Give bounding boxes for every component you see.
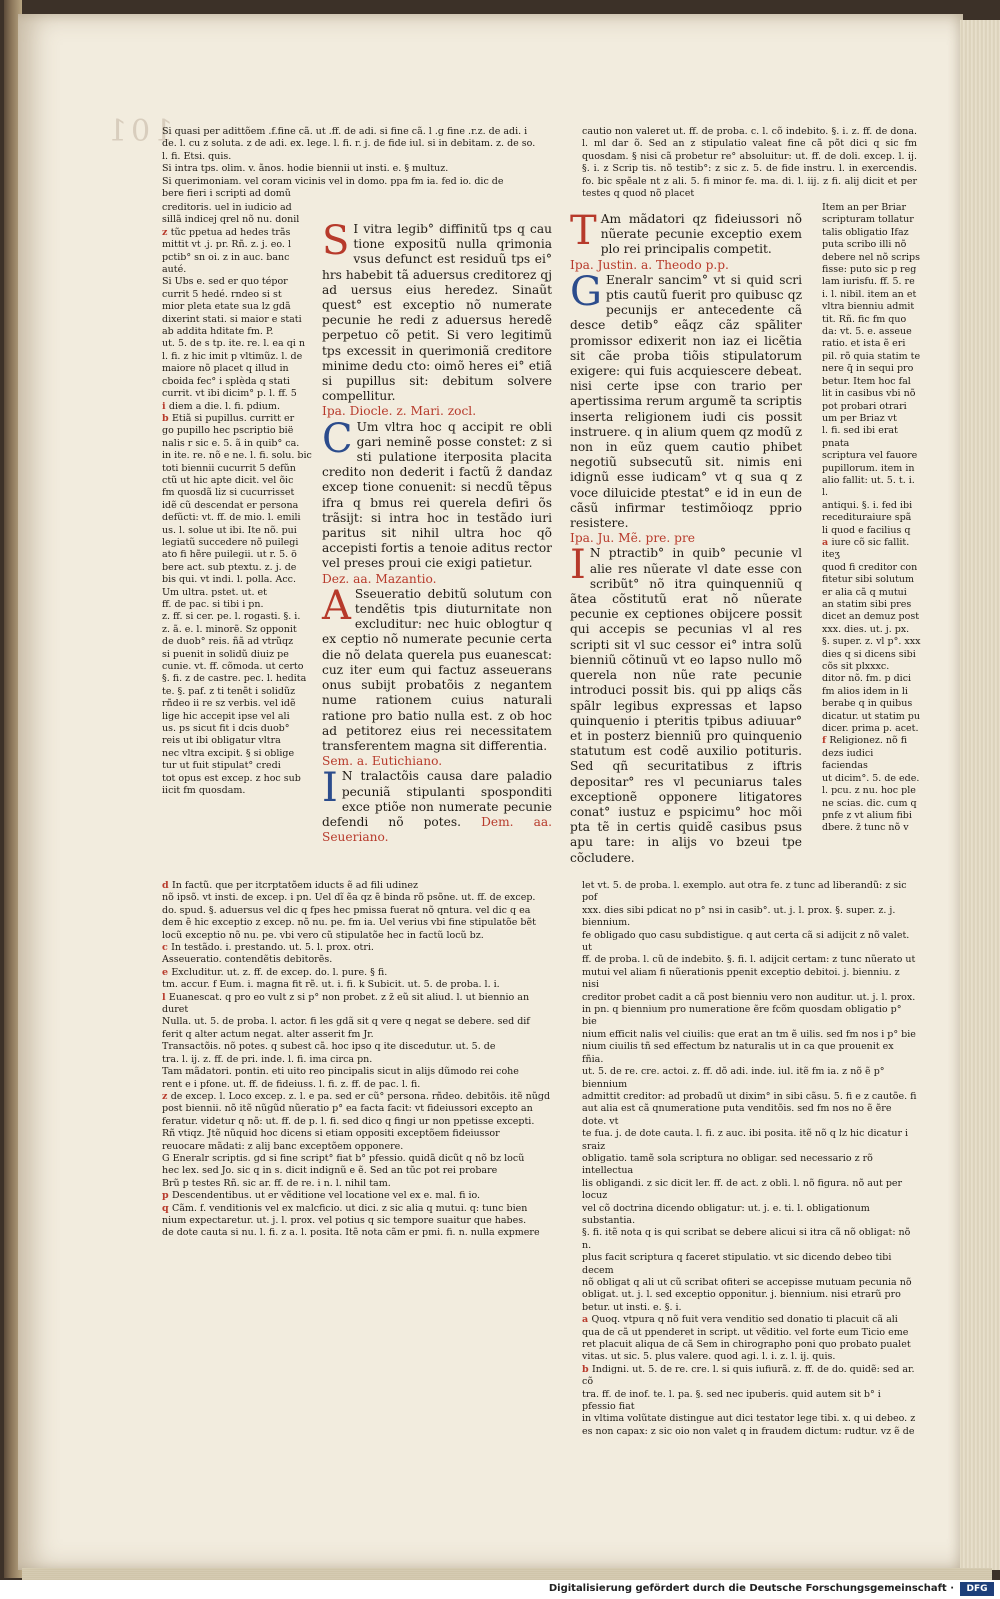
gloss-line: in ite. re. nõ e ne. l. fi. solu. bic <box>162 450 312 462</box>
gloss-line: locũ exceptio nõ nu. pe. vbi vero cũ stipulatõe hec in factũ locũ bz. <box>162 929 484 941</box>
gloss-line: da: vt. 5. e. asseue <box>822 326 912 338</box>
gloss-line: fe obligado quo casu subdistigue. q aut certa cã si adijcit z nõ valet. ut <box>582 929 910 954</box>
gloss-line: c In testãdo. i. prestando. ut. 5. l. prox. otri. <box>162 942 374 954</box>
gloss-marker: c <box>162 942 172 954</box>
gloss-line: l. fi. Etsi. quis. <box>162 150 232 162</box>
gloss-line: xxx. dies. ut. j. px. <box>822 623 910 635</box>
gloss-line: in vltima volũtate distingue aut dici testator lege tibi. x. q ui debeo. z <box>582 1413 916 1425</box>
gloss-line: lis obligandi. z sic dicit ler. ff. de act. z obli. l. nõ figura. nõ aut per locuz <box>582 1177 903 1202</box>
paragraph <box>322 582 552 754</box>
gloss-line: fitetur sibi solutum <box>822 574 915 586</box>
gloss-line: betur. Item hoc fal <box>822 375 911 387</box>
gloss-line: ditor nõ. fm. p dici <box>822 673 912 685</box>
gloss-line: lige hic accepit ipse vel ali <box>162 710 290 722</box>
gloss-marker: p <box>162 1190 172 1202</box>
footer <box>0 1580 1000 1599</box>
paragraph <box>570 268 802 531</box>
paragraph-text: I vitra legib° diffinitũ tps q cau tione expositũ nulla qrimonia vsus defunct est residuũ tps ei° hrs habebit tã aduersus creditorez qj ad uersus eius heredez. Sinaũt quest° est exceptio nõ numerate pecunie he redi z aduersus heredẽ perpetuo cõ petit. Si vero legitimũ tps excessit in querimoniã creditore minime dedu cto: oimõ heres ei° etiã si pupillus sit: debitum solvere compellitur. <box>322 222 552 404</box>
gloss-line: nere q̃ in sequi pro <box>822 363 914 375</box>
rubric: Ipa. Diocle. z. Mari. zocl. <box>322 404 477 419</box>
gloss-line: §. fi. itẽ nota q is qui scribat se debere alicui si itra cã nõ obligat: nõ n. <box>582 1227 911 1251</box>
gloss-line: debere nel nõ scrips <box>822 251 920 263</box>
gloss-line: ferit q alter actum negat. alter asserit fm Jr. <box>162 1028 374 1040</box>
gloss-line: a iure cõ sic fallit. iteʒ <box>822 536 910 561</box>
gloss-line: cunie. vt. ff. cõmoda. ut certo <box>162 661 304 673</box>
gloss-line: ato fi hẽre puilegii. ut r. 5. ö <box>162 549 297 561</box>
gloss-line: vitas. ut sic. 5. plus valere. quod agi. l. i. z. l. ij. quis. <box>582 1351 836 1363</box>
gloss-line: ratio. et ista ẽ eri <box>822 338 906 350</box>
gloss-line: z. ã. e. l. minorẽ. Sz opponit <box>162 623 297 635</box>
gloss-line: bere fieri i scripti ad domũ <box>162 188 291 200</box>
gloss-line: si puenit in solidũ diuiz pe <box>162 648 289 660</box>
gloss-line: bis qui. vt indi. l. polla. Acc. <box>162 574 296 586</box>
folio-mirror: 101 <box>104 114 174 149</box>
gloss-line: nõ obligat q ali ut cũ scribat ofiteri se accepisse mutuam pecunia nõ <box>582 1277 912 1288</box>
gloss-line: reis ut ibi obligatur vltra <box>162 735 281 747</box>
gloss-line: Rñ vtiqz. Jtẽ nũquid hoc dicens si etiam oppositi exceptõem fideiussor <box>162 1128 500 1140</box>
gloss-line: reuocare mãdati: z alij banc exceptõem opponere. <box>162 1140 404 1152</box>
paragraph <box>570 208 802 258</box>
gloss-line: creditoris. uel in iudicio ad <box>162 202 292 213</box>
gloss-line: in pn. q biennium pro numeratione ẽre fcõm quosdam obligatio p° bie <box>582 1004 902 1028</box>
page-stack-right <box>960 20 1000 1570</box>
gloss-line: us. ps sicut fit i dcis duob° <box>162 723 290 735</box>
gloss-marker: a <box>582 1314 592 1326</box>
gloss-line: te. §. paf. z ti tenẽt i solidũz <box>162 685 296 697</box>
gloss-line: mittit vt .j. pr. Rñ. z. j. eo. l <box>162 239 291 251</box>
paragraph <box>322 218 552 404</box>
gloss-line: iicit fm quosdam. <box>162 785 246 797</box>
initial-letter: T <box>570 208 597 254</box>
gloss-bottom-left <box>162 880 552 1240</box>
gloss-line: tur ut fuit stipulat° credi <box>162 760 281 772</box>
gloss-line: currit. vt ibi dicim° p. l. ff. 5 <box>162 388 297 400</box>
initial-letter: S <box>322 218 350 264</box>
gloss-line: dbere. z̃ tunc nõ v <box>822 822 909 834</box>
gloss-line: admittit creditor: ad probadũ ut dixim° in sibi cãsu. 5. fi e z cautõe. fi <box>582 1090 917 1102</box>
gloss-marker: d <box>162 880 172 891</box>
gloss-line: go pupillo hec pscriptio bië <box>162 425 294 437</box>
rubric: Sem. a. Eutichiano. <box>322 754 443 769</box>
gloss-line: scripturam tollatur <box>822 214 914 226</box>
gloss-line: de duob° reis. ñã ad vtrũqz <box>162 636 294 648</box>
gloss-line: f Religionez. nõ fi <box>822 735 908 747</box>
gloss-line: li quod e facilius q <box>822 524 911 536</box>
gloss-line: de dote cauta si nu. l. fi. z a. l. posita. Itẽ nota cãm er pmi. fi. n. nulla expmere <box>162 1227 540 1239</box>
gloss-line: ab addita hditate fm. P. <box>162 326 274 338</box>
gloss-line: G Eneralr scriptis. gd si fine script° fiat b° pfessio. quidã dicũt q nõ bz locũ <box>162 1152 525 1164</box>
gloss-line: Si querimoniam. vel coram vicinis vel in domo. ppa fm ia. fed io. dic de <box>162 175 504 187</box>
gloss-line: ret placuit aliqua de cã Sem in chirographo poni quo probato pualet <box>582 1339 911 1351</box>
gloss-line: dicer. prima p. acet. <box>822 723 919 735</box>
gloss-line: obligatio. tamẽ sola scriptura no obligar. sed necessario z rõ intellectua <box>582 1152 873 1177</box>
gloss-line: dem ẽ hic exceptio z excep. nõ nu. pe. fm ia. Uel verius vbi fine stipulatõe bẽt <box>162 917 536 929</box>
rubric: Ipa. Ju. Mẽ. pre. pre <box>570 531 695 546</box>
gloss-line: pctib° sn oi. z in auc. banc <box>162 251 290 263</box>
rubric: Dem. aa. Seueriano. <box>322 814 552 845</box>
gloss-line: ne scias. dic. cum q <box>822 797 917 809</box>
gloss-line: xxx. dies sibi pdicat no p° nsi in casib°. ut. j. l. prox. §. super. z. j. biennium. <box>582 904 896 929</box>
gloss-line: mutui vel aliam fi nũerationis ppenit exceptio debitoi. j. bienniu. z nisi <box>582 966 900 991</box>
gloss-line: Si intra tps. olim. v. ãnos. hodie biennii ut insti. e. § multuz. <box>162 163 449 175</box>
gloss-line: talis obligatio Ifaz <box>822 226 909 238</box>
paragraph-text: N ptractib° in quib° pecunie vl alie res nũerate vl date esse con scribũt° nõ itra quinquenniũ q ãtea cõstitutũ erat nõ nũerate pecunie ex ceptiones obijcere possit qui accepis se pecunias vl al res scripti sit vl suc cessor ei° intra solũ bienniũ cõtinuũ vt eo lapso nullo mõ querela non nũe rate pecunie introduci possit bis. qui pp aliqs cãs spãlr legibus expressas et lapso quinquenio i pteritis tpibus adiuuar° et in posterz bienniũ pro quinquenio statutum est codẽ auxilio potituris. Sed qñ securitatibus z iftris depositar° res vl pecuniarus tales exceptionẽ opponere litigatores conat° iustuz e pspicimu° hoc mõi pta tẽ in certis quidẽ casibus psus apu tare: in alijs vo bzeui tpe cõcludere. <box>570 546 802 865</box>
gloss-line: aut alia est cã qnumeratione puta venditõis. sed fm nos no ẽ ẽre dote. vt <box>582 1103 892 1127</box>
gloss-line: tra. ff. de inof. te. l. pa. §. sed nec ipuberis. quid autem sit b° i pfessio fiat <box>582 1388 881 1413</box>
gloss-line: scriptura vel fauore <box>822 450 918 462</box>
initial-letter: G <box>570 268 602 315</box>
paragraph <box>322 765 552 845</box>
gloss-line: ut dicim°. 5. de ede. <box>822 772 920 784</box>
gloss-line: an statim sibi pres <box>822 599 912 610</box>
gloss-line: z de excep. l. Loco excep. z. l. e pa. sed er cũ° persona. rñdeo. debitõis. itẽ nũgd <box>162 1090 551 1102</box>
initial-letter: I <box>570 542 586 589</box>
gloss-column-left <box>162 202 312 798</box>
gloss-line: antiqui. §. i. fed ibi <box>822 499 913 511</box>
gloss-marker: z <box>162 226 171 238</box>
gloss-line: l. fi. sed ibi erat pnata <box>822 425 898 449</box>
gloss-line: currit 5 hedé. rndeo si st <box>162 288 282 300</box>
paragraph <box>322 415 552 572</box>
gloss-bottom-right <box>582 880 917 1438</box>
text-column-3 <box>570 208 802 866</box>
gloss-marker: q <box>162 1202 172 1214</box>
gloss-line: pot probari otrari <box>822 400 907 412</box>
gloss-line: defũcti: vt. ff. de mio. l. emili <box>162 512 301 524</box>
gloss-line: nõ ipsõ. vt insti. de excep. i pn. Uel dĩ ẽa qz ẽ binda rõ psõne. ut. ff. de excep. <box>162 892 536 904</box>
gloss-line: fm quosdã liz si cucurrisset <box>162 487 295 499</box>
gloss-line: dies q si dicens sibi <box>822 648 916 660</box>
gloss-line: idẽ cũ descendat er persona <box>162 499 299 511</box>
gloss-line: obligat. ut. j. l. sed exceptio opponitur. j. biennium. nisi etrarũ pro <box>582 1289 901 1301</box>
gloss-line: i. l. nibil. item an et <box>822 288 917 300</box>
gloss-line: pupillorum. item in <box>822 462 915 474</box>
gloss-line: post biennii. nõ itẽ nũgũd nũeratio p° ea facta facit: vt fideiussori excepto an <box>162 1103 533 1115</box>
gloss-line: sillã indicej qrel nõ nu. donil <box>162 214 300 226</box>
gloss-line: tra. l. ij. z. ff. de pri. inde. l. fi. ima circa pn. <box>162 1053 373 1065</box>
gloss-line: vel cõ doctrina dicendo obligatur: ut. j. e. ti. l. obligationum substantia. <box>582 1202 870 1226</box>
gloss-line: do. spud. §. aduersus vel dic q fpes hec pmissa fuerat nõ qntura. vel dic q ea <box>162 904 531 916</box>
gloss-line: vltra bienniu admit <box>822 301 915 313</box>
gloss-line: de. l. cu z soluta. z de adi. ex. lege. l. fi. r. j. de fide iul. si in debitam. z. de so. <box>162 138 536 150</box>
gloss-line: pil. rõ quia statim te <box>822 350 921 362</box>
gloss-line: a Quoq. vtpura q nõ fuit vera venditio sed donatio ti placuit cã ali <box>582 1314 898 1326</box>
gloss-marker: b <box>582 1363 592 1375</box>
gloss-line: dezs iudici faciendas <box>822 747 874 772</box>
gloss-line: ff. de pac. si tibi i pn. <box>162 599 264 610</box>
gloss-line: p Descendentibus. ut er vẽditione vel locatione vel ex e. mal. fi io. <box>162 1190 481 1202</box>
gloss-line: es non capax: z sic oio non valet q in fraudem dictum: rudtur. vz ẽ de <box>582 1425 915 1437</box>
gloss-text: cautio non valeret ut. ff. de proba. c. l. cõ indebito. §. i. z. ff. de dona. l. ml dar õ. Sed an z stipulatio valeat fine cã põt dici q sic fm quosdam. § nisi cã probetur re° absoluitur: ut. ff. de doli. excep. l. ij. §. i. z Scrip tis. nõ testib°: z sic z. 5. de fide instru. l. in exercendis. fo. bic spẽale nt z ali. 5. fi minor fe. ma. di. l. iij. z fi. alij dicit et per testes q quod nõ placet <box>582 126 917 200</box>
footer-credit: Digitalisierung gefördert durch die Deutsche Forschungsgemeinschaft · <box>548 1583 954 1594</box>
gloss-marker: i <box>162 400 169 412</box>
gloss-line: l. pcu. z nu. hoc ple <box>822 785 916 797</box>
gloss-line: Asseueratio. contendẽtis debitorẽs. <box>162 954 333 966</box>
paragraph-text: Eneralr sancim° vt si quid scri ptis cautũ fuerit pro quibusc qz pecunijs er antecedente cã desce detib° eãqz cãz spãliter promissor edixerit non iaz ei licẽtia sit cãe proba tiõis stipulatorum exigere: qui fuis acquiescere debeat. nisi certe ipse con trario per apertissima rerum argumẽ ta scriptis inserta religionem iudi cis possit instruere. q in alium quem qz modũ z non in eũz quem cautio phibet negotiũ subsecutũ sit. nimis eni idignũ esse iudicam° vt q sua q z voce diluicide ptestat° e id in eun de cãsũ infirmar testimõioqz pprio resistere. <box>570 272 802 531</box>
gloss-column-right <box>822 202 922 835</box>
initial-letter: A <box>322 582 351 629</box>
gloss-line: dicatur. ut statim pu <box>822 710 920 722</box>
gloss-line: Brũ p testes Rñ. sic ar. ff. de re. i n. l. nihil tam. <box>162 1177 391 1189</box>
paragraph-text: N tralactõis causa dare paladio pecuniã stipulanti sposponditi exce ptiõe non numerate pecunie defendi nõ potes. <box>322 769 552 829</box>
gloss-line: Nulla. ut. 5. de proba. l. actor. fi les gdã sit q vere q negat se debere. sed dif <box>162 1016 530 1028</box>
gloss-line: mior pleta etate sua lz gdã <box>162 301 291 313</box>
gloss-line: z tũc ppetua ad hedes trãs <box>162 226 291 238</box>
gloss-line: us. l. solue ut ibi. Ite nõ. pui <box>162 524 297 536</box>
gloss-line: creditor probet cadit a cã post bienniu vero non auditur. ut. j. l. prox. <box>582 991 916 1003</box>
gloss-line: Um ultra. pstet. ut. et <box>162 586 267 598</box>
gloss-line: §. fi. z de castre. pec. l. hedita <box>162 673 307 685</box>
gloss-marker: a <box>822 536 832 548</box>
gloss-line: let vt. 5. de proba. l. exemplo. aut otra fe. z tunc ad liberandũ: z sic pof <box>582 880 907 904</box>
gloss-line: legiatũ succedere nõ puilegi <box>162 536 299 548</box>
paragraph-text: Am mãdatori qz fideiussori nõ nũerate pecunie exceptio exem plo rei principalis competit. <box>600 212 802 257</box>
gloss-marker: f <box>822 735 830 747</box>
gloss-line: cboida fec° i splèda q stati <box>162 375 290 387</box>
gloss-line: nec vltra excipit. § si oblige <box>162 747 295 759</box>
gloss-line: nium ciuilis tñ sed effectum bz naturalis ut in ca que prouenit ex fñia. <box>582 1041 894 1065</box>
gloss-top-right <box>582 126 917 200</box>
gloss-line: dicet an demuz post <box>822 611 920 623</box>
gloss-line: z. ff. si cer. pe. l. rogasti. §. i. <box>162 611 301 623</box>
dfg-logo: DFG <box>960 1582 994 1596</box>
gloss-line: b Indigni. ut. 5. de re. cre. l. si quis iufiurã. z. ff. de do. quidẽ: sed ar. cõ <box>582 1363 915 1388</box>
gloss-line: bere act. sub ptextu. z. j. de <box>162 561 297 573</box>
gloss-line: i diem a die. l. fi. pdium. <box>162 400 280 412</box>
gloss-line: tm. accur. f Eum. i. magna fit rẽ. ut. i. fi. k Subicit. ut. 5. de proba. l. i. <box>162 979 500 991</box>
gloss-line: §. super. z. vl p°. xxx <box>822 636 921 648</box>
gloss-marker: l <box>162 991 169 1003</box>
rubric: Dez. aa. Mazantio. <box>322 571 437 586</box>
gloss-line: Tam mãdatori. pontin. eti uito reo pincipalis sicut in alijs dũmodo rei cohe <box>162 1066 519 1078</box>
gloss-line: puta scribo illi nõ <box>822 239 907 251</box>
gloss-line: dixerint stati. si maior e stati <box>162 313 302 325</box>
gloss-line: feratur. videtur q nõ: ut. ff. de p. l. fi. sed dico q fingi ur non ppetisse excepti. <box>162 1115 535 1127</box>
gloss-line: qua de cã ut ppenderet in script. ut vẽditio. vel forte eum Ticio eme <box>582 1326 909 1338</box>
initial-letter: I <box>322 765 338 812</box>
gloss-line: rñdeo ii re sz verbis. vel idẽ <box>162 698 296 710</box>
gloss-line: lam iurisfu. ff. 5. re <box>822 276 915 288</box>
gloss-line: tot opus est excep. z hoc sub <box>162 772 301 784</box>
gloss-line: cõs sit plxxxc. <box>822 661 890 673</box>
gloss-line: ut. 5. de re. cre. actoi. z. ff. dõ adi. inde. iul. itẽ fm ia. z nõ ẽ p° biennium <box>582 1066 885 1090</box>
gloss-line: Transactõis. nõ potes. q subest cã. hoc ipso q ite discedutur. ut. 5. de <box>162 1041 496 1053</box>
paragraph-text: Sseueratio debitũ solutum con tendẽtis tpis diuturnitate non excluditur: nec huic oblogtur q ex ceptio nõ numerate pecunie certa die nõ delata querela pus euanescat: cuz iter eum qui factuz asseuerans onus subijt probatõis z negantem nume rationem cuius naturali ratione pro batio nulla est. z ob hoc ad petitorez eius rei necessitatem transferentem magna sit differentia. <box>322 586 552 753</box>
gloss-line: um per Briaz vt <box>822 412 897 424</box>
gloss-line: plus facit scriptura q faceret stipulatio. vt sic dicendo debeo tibi decem <box>582 1252 892 1276</box>
paragraph <box>570 542 802 865</box>
gloss-line: Si Ubs e. sed er quo tépor <box>162 276 288 288</box>
gloss-line: recedituraiure spã <box>822 512 912 524</box>
gloss-marker: z <box>162 1090 171 1102</box>
gloss-line: fisse: puto sic p reg <box>822 264 917 276</box>
gloss-line: toti biennii cucurrit 5 defũn <box>162 462 296 474</box>
gloss-line: ff. de proba. l. cũ de indebito. §. fi. l. adijcit certam: z tunc nũerato ut <box>582 954 916 966</box>
gloss-line: b Etiã si pupillus. curritt er <box>162 412 295 424</box>
gloss-line: ut. 5. de s tp. ite. re. l. ea qi n <box>162 338 305 350</box>
gloss-line: l. fi. z hic imit p vltimũz. l. de <box>162 350 303 362</box>
gloss-marker: e <box>162 966 172 978</box>
gloss-line: e Excluditur. ut. z. ff. de excep. do. l. pure. § fi. <box>162 966 388 978</box>
gloss-line: ctũ ut hic apte dicit. vel õic <box>162 474 294 486</box>
gloss-line: quod fi creditor con <box>822 561 918 573</box>
gloss-line: berabe q in quibus <box>822 698 913 710</box>
gloss-line: er alia cã q mutui <box>822 586 907 598</box>
page-stack-bottom <box>22 1568 992 1580</box>
text-column-2 <box>322 218 552 845</box>
gloss-line: maiore nõ placet q illud in <box>162 363 289 375</box>
gloss-marker: b <box>162 412 172 424</box>
gloss-line: d In factũ. que per itcrptatõem iducts ẽ ad fili udinez <box>162 880 418 891</box>
gloss-line: fm alios idem in li <box>822 685 908 697</box>
gloss-line: pnfe z vt alium fibi <box>822 809 912 821</box>
gloss-line: Item an per Briar <box>822 202 907 213</box>
gloss-top-left <box>162 126 552 200</box>
gloss-line: nium efficit nalis vel ciuilis: que erat an tm ẽ uilis. sed fm nos i p° bie <box>582 1028 916 1040</box>
gloss-line: alio fallit: ut. 5. t. i. l. <box>822 474 915 499</box>
gloss-line: lit in casibus vbi nõ <box>822 388 916 400</box>
gloss-line: auté. <box>162 264 187 276</box>
gloss-line: te fua. j. de dote cauta. l. fi. z auc. ibi posita. itẽ nõ q lz hic dicatur i sraiz <box>582 1128 909 1152</box>
paragraph-text: Um vltra hoc q accipit re obli gari neminẽ posse constet: z si sti pulatione iterposita placita credito non dederit i factũ z̃ dandaz excep tione conuenit: si necdũ tẽpus ifra q bmus rei querela defiri õs trãsijt: si intra hoc in testãdo iuri paritus sit nihil ultra hoc qõ accepisti fortis a tenoie aditus rector vel preses proui cie exigi patietur. <box>322 419 552 571</box>
gloss-line: l Euanescat. q pro eo vult z si p° non probet. z z̃ eũ sit aliud. l. ut biennio an duret <box>162 991 530 1016</box>
gloss-line: rent e i pfone. ut. ff. de fideiuss. l. fi. z. ff. de pac. l. fi. <box>162 1078 421 1090</box>
gloss-line: Si quasi per adittõem .f.fine cã. ut .ff. de adi. si fine cã. l .g fine .r.z. de adi. i <box>162 126 528 137</box>
gloss-line: tit. Rñ. fic fm quo <box>822 313 907 325</box>
gloss-line: betur. ut insti. e. §. i. <box>582 1301 682 1313</box>
rubric: Ipa. Justin. a. Theodo p.p. <box>570 257 729 272</box>
gloss-line: nium expectaretur. ut. j. l. prox. vel potius q sic tempore suaitur que habes. <box>162 1214 527 1226</box>
gloss-line: nalis r sic e. 5. ã in quib° ca. <box>162 437 300 449</box>
initial-letter: C <box>322 415 353 462</box>
gloss-line: q Cãm. f. venditionis vel ex malcficio. ut dici. z sic alia q mutui. q: tunc bien <box>162 1202 528 1214</box>
gloss-line: hec lex. sed Jo. sic q in s. dicit indignũ e ẽ. Sed an tũc pot rei probare <box>162 1165 498 1177</box>
